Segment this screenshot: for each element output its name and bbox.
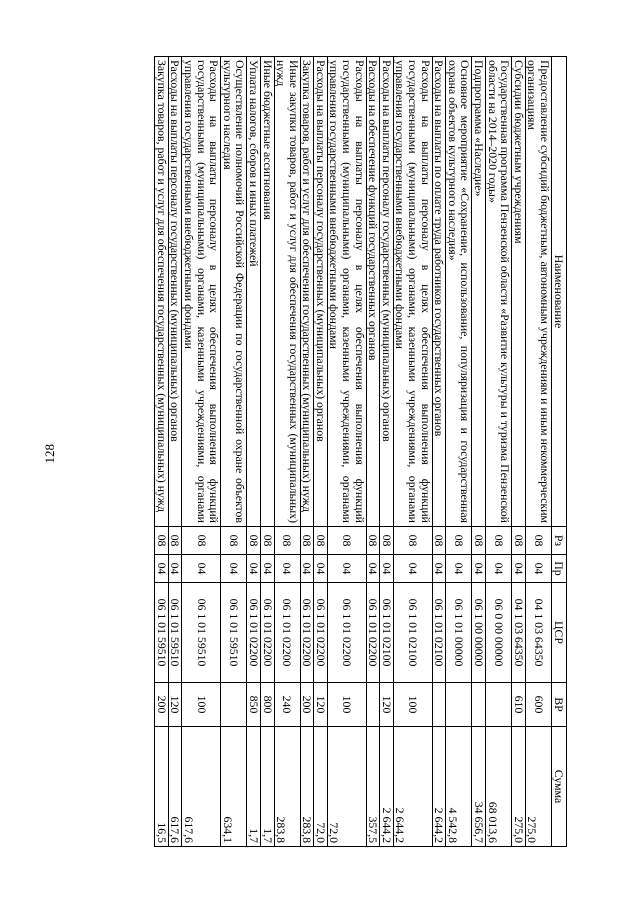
table-row xyxy=(486,57,512,847)
cell-vr: 610 xyxy=(512,683,526,727)
cell-pr: 04 xyxy=(182,555,221,583)
cell-sum: 283,8 xyxy=(274,727,300,847)
cell-pr: 04 xyxy=(446,555,472,583)
budget-table xyxy=(154,56,567,847)
header-csr: ЦСР xyxy=(552,583,567,683)
cell-rz: 08 xyxy=(472,527,486,555)
table-row xyxy=(300,57,314,847)
table-row xyxy=(472,57,486,847)
table-row xyxy=(366,57,380,847)
cell-rz: 08 xyxy=(393,527,432,555)
cell-rz: 08 xyxy=(314,527,328,555)
cell-sum: 68 013,6 xyxy=(486,727,512,847)
header-name: Наименование xyxy=(552,57,567,527)
cell-name: Осуществление полномочий Российской Федерации по государственной охране объектов культурного наследия xyxy=(221,57,247,527)
cell-vr: 850 xyxy=(247,683,261,727)
page-number: 128 xyxy=(42,444,57,464)
cell-rz: 08 xyxy=(432,527,446,555)
cell-name: Предоставление субсидий бюджетным, автономным учреждениям и иным некоммерческим организациям xyxy=(525,57,551,527)
cell-pr: 04 xyxy=(366,555,380,583)
cell-csr: 06 1 01 00000 xyxy=(446,583,472,683)
cell-csr: 06 0 00 00000 xyxy=(486,583,512,683)
cell-vr: 120 xyxy=(314,683,328,727)
cell-name: Расходы на выплаты персоналу в целях обеспечения выполнения функций государственными (муниципальными) органами, казенными учреждениями, органами управления государственными внебюджетными фондами xyxy=(182,57,221,527)
table-row xyxy=(327,57,366,847)
table-row xyxy=(432,57,446,847)
cell-csr: 06 1 01 02200 xyxy=(274,583,300,683)
cell-rz: 08 xyxy=(247,527,261,555)
cell-rz: 08 xyxy=(155,527,169,555)
table-row xyxy=(221,57,247,847)
cell-sum: 275,0 xyxy=(512,727,526,847)
cell-csr: 06 1 01 02200 xyxy=(260,583,274,683)
cell-vr: 200 xyxy=(155,683,169,727)
cell-rz: 08 xyxy=(446,527,472,555)
cell-name: Основное мероприятие «Сохранение, использование, популяризация и государственная охрана объектов культурного наследия» xyxy=(446,57,472,527)
cell-csr: 06 1 00 00000 xyxy=(472,583,486,683)
table-row xyxy=(182,57,221,847)
table-row xyxy=(274,57,300,847)
cell-rz: 08 xyxy=(182,527,221,555)
cell-sum: 2 644,2 xyxy=(380,727,394,847)
cell-pr: 04 xyxy=(247,555,261,583)
table-row xyxy=(446,57,472,847)
cell-rz: 08 xyxy=(221,527,247,555)
cell-rz: 08 xyxy=(327,527,366,555)
cell-sum: 34 656,7 xyxy=(472,727,486,847)
cell-sum: 72,0 xyxy=(314,727,328,847)
cell-sum: 16,5 xyxy=(155,727,169,847)
cell-sum: 2 644,2 xyxy=(432,727,446,847)
cell-name: Расходы на выплаты персоналу в целях обеспечения выполнения функций государственными (муниципальными) органами, казенными учреждениями, органами управления государственными внебюджетными фондами xyxy=(327,57,366,527)
table-row xyxy=(168,57,182,847)
cell-vr xyxy=(486,683,512,727)
cell-sum: 283,8 xyxy=(300,727,314,847)
cell-rz: 08 xyxy=(525,527,551,555)
table-header-row xyxy=(552,57,567,847)
table-row xyxy=(525,57,551,847)
cell-sum: 634,1 xyxy=(221,727,247,847)
cell-pr: 04 xyxy=(300,555,314,583)
table-row xyxy=(512,57,526,847)
cell-csr: 06 1 01 59510 xyxy=(168,583,182,683)
header-vr: ВР xyxy=(552,683,567,727)
cell-name: Расходы на выплаты персоналу государственных (муниципальных) органов xyxy=(314,57,328,527)
cell-name: Подпрограмма «Наследие» xyxy=(472,57,486,527)
cell-name: Закупка товаров, работ и услуг для обеспечения государственных (муниципальных) нужд xyxy=(155,57,169,527)
cell-pr: 04 xyxy=(327,555,366,583)
cell-rz: 08 xyxy=(366,527,380,555)
cell-csr: 04 1 03 64350 xyxy=(512,583,526,683)
table-row xyxy=(380,57,394,847)
cell-pr: 04 xyxy=(486,555,512,583)
cell-pr: 04 xyxy=(260,555,274,583)
cell-sum: 275,0 xyxy=(525,727,551,847)
table-row xyxy=(155,57,169,847)
cell-vr xyxy=(366,683,380,727)
cell-pr: 04 xyxy=(525,555,551,583)
cell-rz: 08 xyxy=(168,527,182,555)
cell-sum: 617,6 xyxy=(182,727,221,847)
cell-vr: 120 xyxy=(168,683,182,727)
cell-vr: 100 xyxy=(182,683,221,727)
cell-pr: 04 xyxy=(168,555,182,583)
cell-name: Расходы на выплаты по оплате труда работников государственных органов xyxy=(432,57,446,527)
cell-pr: 04 xyxy=(221,555,247,583)
cell-csr: 06 1 01 59510 xyxy=(182,583,221,683)
cell-pr: 04 xyxy=(432,555,446,583)
cell-sum: 1,7 xyxy=(247,727,261,847)
cell-vr xyxy=(432,683,446,727)
cell-sum: 1,7 xyxy=(260,727,274,847)
cell-name: Иные закупки товаров, работ и услуг для обеспечения государственных (муниципальных) нужд xyxy=(274,57,300,527)
cell-pr: 04 xyxy=(393,555,432,583)
cell-vr: 200 xyxy=(300,683,314,727)
cell-vr: 100 xyxy=(393,683,432,727)
cell-csr: 06 1 01 59510 xyxy=(221,583,247,683)
cell-vr xyxy=(221,683,247,727)
cell-vr xyxy=(446,683,472,727)
cell-rz: 08 xyxy=(300,527,314,555)
cell-csr: 06 1 01 02100 xyxy=(432,583,446,683)
cell-pr: 04 xyxy=(155,555,169,583)
table-body xyxy=(155,57,552,847)
cell-rz: 08 xyxy=(274,527,300,555)
cell-csr: 06 1 01 02200 xyxy=(247,583,261,683)
cell-rz: 08 xyxy=(380,527,394,555)
header-rz: Рз xyxy=(552,527,567,555)
cell-rz: 08 xyxy=(512,527,526,555)
cell-sum: 2 644,2 xyxy=(393,727,432,847)
cell-pr: 04 xyxy=(512,555,526,583)
cell-name: Субсидии бюджетным учреждениям xyxy=(512,57,526,527)
cell-csr: 04 1 03 64350 xyxy=(525,583,551,683)
cell-csr: 06 1 01 02200 xyxy=(300,583,314,683)
cell-name: Расходы на обеспечение функций государственных органов xyxy=(366,57,380,527)
cell-sum: 4 542,8 xyxy=(446,727,472,847)
cell-pr: 04 xyxy=(380,555,394,583)
cell-pr: 04 xyxy=(314,555,328,583)
rotated-table-container xyxy=(69,56,567,846)
cell-name: Расходы на выплаты персоналу в целях обеспечения выполнения функций государственными (муниципальными) органами, казенными учреждениями, органами управления государственными внебюджетными фондами xyxy=(393,57,432,527)
cell-name: Уплата налогов, сборов и иных платежей xyxy=(247,57,261,527)
cell-csr: 06 1 01 02100 xyxy=(380,583,394,683)
cell-name: Расходы на выплаты персоналу государственных (муниципальных) органов xyxy=(380,57,394,527)
cell-vr: 600 xyxy=(525,683,551,727)
header-pr: Пр xyxy=(552,555,567,583)
table-row xyxy=(314,57,328,847)
cell-csr: 06 1 01 02200 xyxy=(366,583,380,683)
table-row xyxy=(247,57,261,847)
cell-name: Государственная программа Пензенской области «Развитие культуры и туризма Пензенской области на 2014–2020 годы» xyxy=(486,57,512,527)
cell-vr: 120 xyxy=(380,683,394,727)
table-row xyxy=(260,57,274,847)
cell-rz: 08 xyxy=(486,527,512,555)
cell-sum: 72,0 xyxy=(327,727,366,847)
cell-vr xyxy=(472,683,486,727)
cell-vr: 100 xyxy=(327,683,366,727)
cell-rz: 08 xyxy=(260,527,274,555)
cell-name: Расходы на выплаты персоналу государственных (муниципальных) органов xyxy=(168,57,182,527)
table-row xyxy=(393,57,432,847)
cell-csr: 06 1 01 59510 xyxy=(155,583,169,683)
cell-name: Закупка товаров, работ и услуг для обеспечения государственных (муниципальных) нужд xyxy=(300,57,314,527)
cell-csr: 06 1 01 02100 xyxy=(393,583,432,683)
cell-csr: 06 1 01 02200 xyxy=(314,583,328,683)
cell-pr: 04 xyxy=(472,555,486,583)
cell-csr: 06 1 01 02200 xyxy=(327,583,366,683)
header-sum: Сумма xyxy=(552,727,567,847)
cell-sum: 617,6 xyxy=(168,727,182,847)
cell-sum: 357,5 xyxy=(366,727,380,847)
cell-pr: 04 xyxy=(274,555,300,583)
cell-vr: 240 xyxy=(274,683,300,727)
cell-name: Иные бюджетные ассигнования xyxy=(260,57,274,527)
cell-vr: 800 xyxy=(260,683,274,727)
